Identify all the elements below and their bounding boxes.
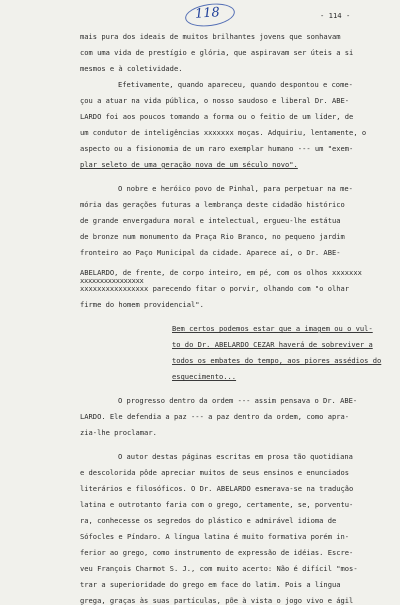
text-line: zia-lhe proclamar. (80, 428, 157, 437)
text-line: de grande envergadura moral e intelectual, ergueu-lhe estátua (80, 216, 341, 225)
text-line: çou a atuar na vida pública, o nosso saudoso e liberal Dr. ABE- (80, 96, 350, 105)
text-line: ferior ao grego, como instrumento de expressão de idéias. Escre- (80, 548, 354, 557)
text-line: ra, conhecesse os segredos do plástico e admirável idioma de (80, 516, 337, 525)
text-line-underlined: to do Dr. ABELARDO CEZAR haverá de sobreviver a (172, 340, 373, 349)
text-line: Sófocles e Píndaro. A língua latina é muito formativa porém in- (80, 532, 350, 541)
text-line-underlined: todos os embates do tempo, aos piores assédios do (172, 356, 382, 365)
text-line: com uma vida de prestígio e glória, que aspiravam ser úteis a si (80, 48, 354, 57)
handwritten-page-number: 118 (194, 5, 221, 22)
text-line-underlined: plar seleto de uma geração nova de um século novo". (80, 160, 298, 169)
text-line-underlined: Bem certos podemos estar que a imagem ou o vul- (172, 324, 373, 333)
text-line: de bronze num monumento da Praça Rio Branco, no pequeno jardim (80, 232, 345, 241)
text-line-underlined: esquecimento... (172, 372, 237, 381)
text-line: xxxxxxxxxxxxxxxx parecendo fitar o porvir, olhando com "o olhar (80, 284, 350, 293)
text-line: latina e outrotanto faria com o grego, certamente, se, porventu- (80, 500, 354, 509)
text-line: trar a superioridade do grego em face do latim. Pois a língua (80, 580, 341, 589)
text-line: mória das gerações futuras a lembrança deste cidadão histórico (80, 200, 345, 209)
text-line: firme do homem providencial". (80, 300, 204, 309)
text-line: mesmos e à coletividade. (80, 64, 183, 73)
text-line: O autor destas páginas escritas em prosa tão quotidiana (118, 452, 353, 461)
text-line: O progresso dentro da ordem --- assim pensava o Dr. ABE- (118, 396, 358, 405)
text-line: mais pura dos ideais de muitos brilhantes jovens que sonhavam (80, 32, 341, 41)
text-line: e descolorida pôde apreciar muitos de seus ensinos e enunciados (80, 468, 350, 477)
text-line: grega, graças às suas partículas, põe à vista o jogo vivo e ágil (80, 596, 354, 605)
text-line: ABELARDO, de frente, de corpo inteiro, em pé, com os olhos xxxxxxx (80, 268, 362, 277)
text-line: aspecto ou a fisionomia de um raro exemplar humano --- um "exem- (80, 144, 354, 153)
struck-out-line: xxxxxxxxxxxxxxxx (80, 276, 144, 285)
text-line: veu François Charmot S. J., com muito acerto: Não é difícil "mos- (80, 564, 358, 573)
text-line: O nobre e heróico povo de Pinhal, para perpetuar na me- (118, 184, 353, 193)
text-line: literários e filosóficos. O Dr. ABELARDO esmerava-se na tradução (80, 484, 354, 493)
text-line: Efetivamente, quando apareceu, quando despontou e come- (118, 80, 353, 89)
text-line: um condutor de inteligências xxxxxxx moças. Adquiriu, lentamente, o (80, 128, 367, 137)
page-number: - 114 - (320, 11, 351, 20)
text-line: LARDO foi aos poucos tomando a forma ou o feitio de um líder, de (80, 112, 354, 121)
text-line: LARDO. Ele defendia a paz --- a paz dentro da ordem, como apra- (80, 412, 350, 421)
text-line: fronteiro ao Paço Municipal da cidade. Aparece aí, o Dr. ABE- (80, 248, 341, 257)
